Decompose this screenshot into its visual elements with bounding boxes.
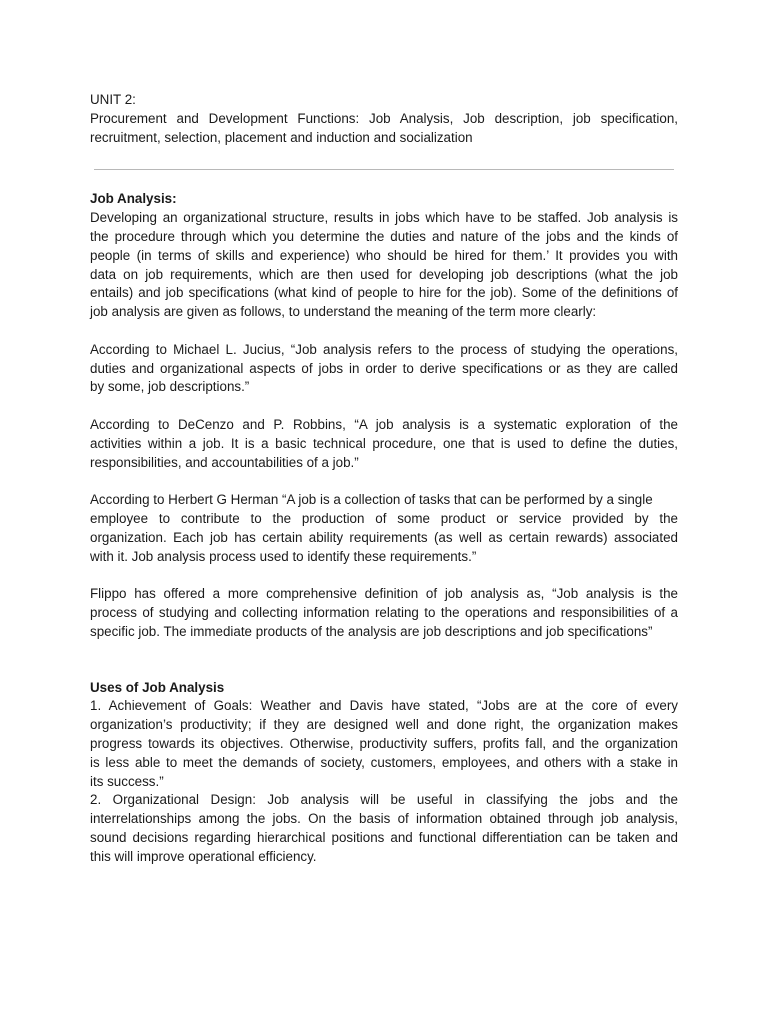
paragraph-line: process of studying and collecting information relating to the operations and responsibilities of a: [90, 604, 678, 620]
paragraph-line: responsibilities, and accountabilities of a job.”: [90, 454, 359, 470]
unit-title: [90, 110, 678, 148]
paragraph-line: employee to contribute to the production of some product or service provided by the: [90, 510, 678, 526]
uses-item-goals: [90, 697, 678, 791]
paragraph-line: 2. Organizational Design: Job analysis will be useful in classifying the jobs and the: [90, 792, 678, 808]
paragraph-line: is less able to meet the demands of society, customers, employees, and others with a stake in: [90, 754, 678, 770]
paragraph-line: According to Herbert G Herman “A job is a collection of tasks that can be performed by a single: [90, 492, 653, 508]
paragraph-line: progress towards its objectives. Otherwise, productivity suffers, profits fall, and the organization: [90, 735, 678, 751]
paragraph-line: its success.”: [90, 773, 164, 789]
decenzo-definition: [90, 416, 678, 472]
paragraph-line: organization. Each job has certain ability requirements (as well as certain rewards) associated: [90, 529, 678, 545]
paragraph-line: Developing an organizational structure, results in jobs which have to be staffed. Job analysis is: [90, 210, 678, 226]
section-divider: [94, 169, 674, 170]
paragraph-line: with it. Job analysis process used to identify these requirements.”: [90, 548, 477, 564]
paragraph-line: people (in terms of skills and experience) who should be hired for them.’ It provides you with: [90, 247, 678, 263]
paragraph-line: the procedure through which you determine the duties and nature of the jobs and the kinds of: [90, 228, 678, 244]
paragraph-line: by some, job descriptions.”: [90, 379, 250, 395]
jucius-definition: [90, 341, 678, 397]
paragraph-line: duties and organizational aspects of jobs in order to derive specifications or as they are called: [90, 360, 678, 376]
unit-label: UNIT 2:: [90, 92, 136, 107]
paragraph-line: interrelationships among the jobs. On the basis of information obtained through job analysis,: [90, 811, 678, 827]
paragraph-line: organization’s productivity; if they are designed well and done right, the organization makes: [90, 717, 678, 733]
unit-title-line: recruitment, selection, placement and induction and socialization: [90, 129, 473, 145]
paragraph-line: Flippo has offered a more comprehensive definition of job analysis as, “Job analysis is the: [90, 586, 678, 602]
herman-definition: [90, 491, 678, 566]
paragraph-line: job analysis are given as follows, to understand the meaning of the term more clearly:: [90, 304, 597, 320]
paragraph-line: sound decisions regarding hierarchical positions and functional differentiation can be taken and: [90, 829, 678, 845]
document-page: [90, 91, 678, 866]
paragraph-line: According to DeCenzo and P. Robbins, “A job analysis is a systematic exploration of the: [90, 416, 678, 432]
paragraph-line: activities within a job. It is a basic technical procedure, one that is used to define the duties,: [90, 435, 678, 451]
paragraph-line: entails) and job specifications (what kind of people to hire for the job). Some of the definitions of: [90, 285, 678, 301]
uses-item-design: [90, 791, 678, 866]
unit-title-line: Procurement and Development Functions: Job Analysis, Job description, job specification,: [90, 110, 678, 126]
paragraph-line: this will improve operational efficiency.: [90, 848, 317, 864]
uses-heading: Uses of Job Analysis: [90, 679, 225, 695]
flippo-definition: [90, 585, 678, 641]
paragraph-line: data on job requirements, which are then used for developing job descriptions (what the job: [90, 266, 678, 282]
paragraph-line: According to Michael L. Jucius, “Job analysis refers to the process of studying the operations,: [90, 341, 678, 357]
job-analysis-heading: Job Analysis:: [90, 191, 177, 207]
paragraph-line: 1. Achievement of Goals: Weather and Davis have stated, “Jobs are at the core of every: [90, 698, 678, 714]
job-analysis-paragraph: [90, 209, 678, 322]
paragraph-line: specific job. The immediate products of the analysis are job descriptions and job specifications”: [90, 623, 653, 639]
